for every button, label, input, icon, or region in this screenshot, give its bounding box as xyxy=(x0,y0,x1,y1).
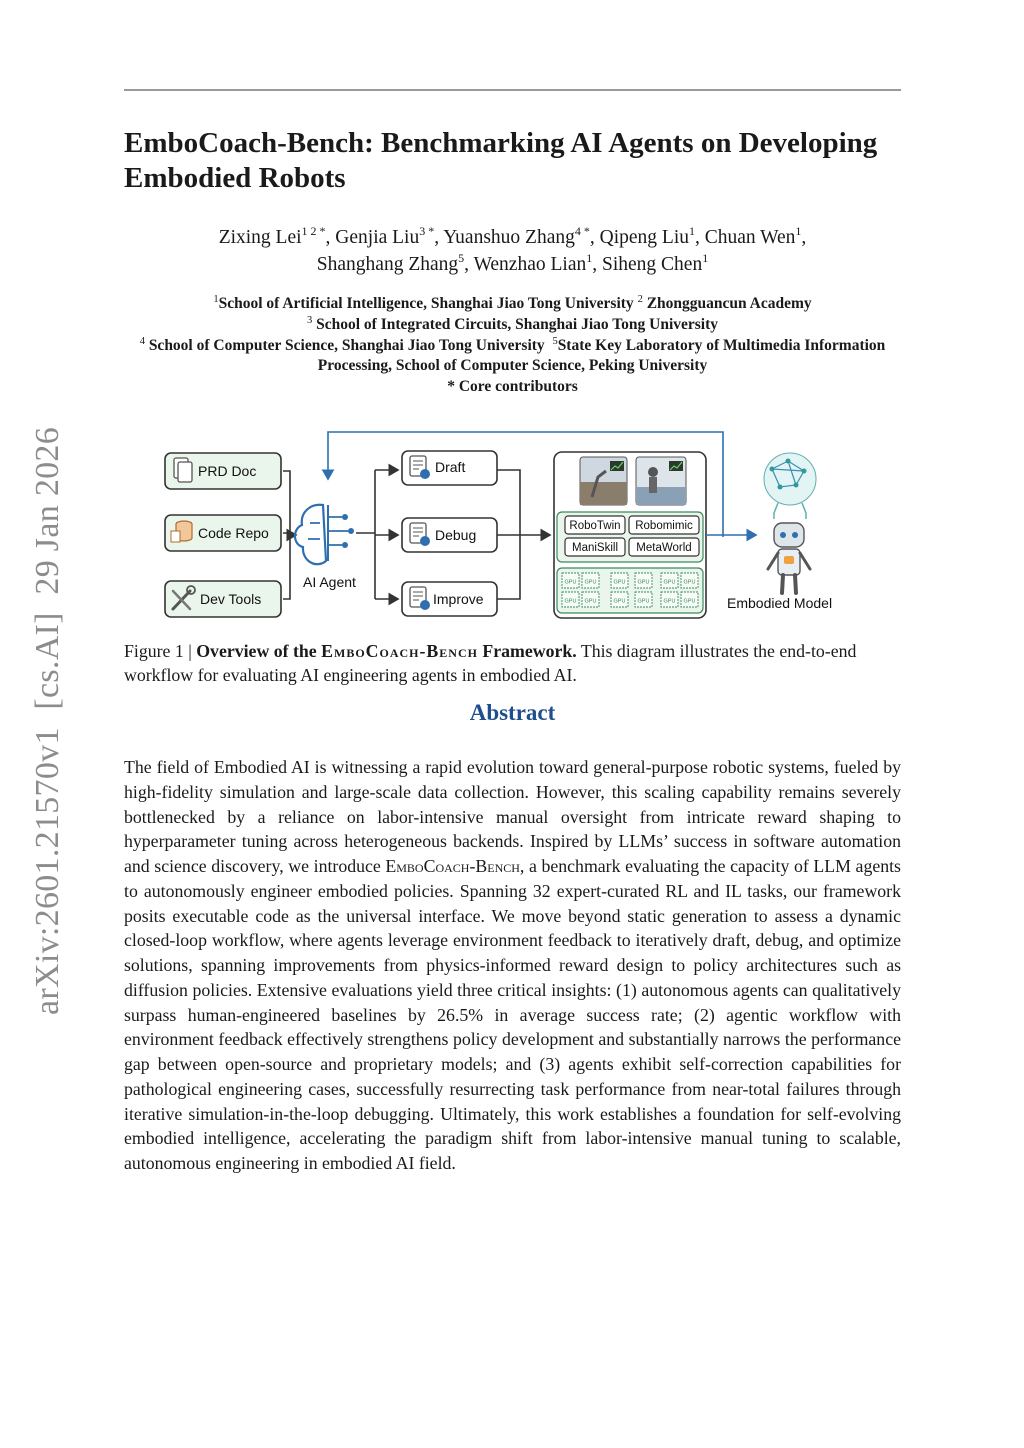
input-label: Dev Tools xyxy=(200,591,262,607)
affiliation-1: School of Artificial Intelligence, Shanghai Jiao Tong University xyxy=(218,295,634,312)
robot-brain-icon xyxy=(764,453,816,519)
model-label: Embodied Model xyxy=(727,595,833,611)
benchmark-robomimic xyxy=(629,516,699,534)
gpu-chip-label: GPU xyxy=(564,598,577,605)
arxiv-identifier: arXiv:2601.21570v1 [cs.AI] 29 Jan 2026 xyxy=(29,426,66,1015)
benchmark-label: ManiSkill xyxy=(571,542,619,554)
benchmark-label: MetaWorld xyxy=(636,542,692,554)
author-name: Zixing Lei xyxy=(218,227,302,248)
ai-agent-brain-icon xyxy=(295,505,354,564)
input-label: PRD Doc xyxy=(198,463,257,479)
author-list: Zixing Lei$^{1 2 *}$, Genjia Liu$^{3 *}$, Yuanshuo Zhang$^{4 *}$, Qipeng Liu$^1$, Chuan Wen$^1$, Shanghang Zhang$^5$, Wenzhao Lian$^1$, Siheng Chen$^1$ xyxy=(218,224,807,275)
simulation-screenshot xyxy=(580,457,627,505)
gpu-chip-label: GPU xyxy=(637,579,650,586)
framework-figure xyxy=(160,427,870,622)
gpu-chip-label: GPU xyxy=(564,579,577,586)
gpu-chip-label: GPU xyxy=(683,579,696,586)
author-affil-sup: 1 xyxy=(688,224,695,238)
core-contributors-note: * Core contributors xyxy=(447,378,578,396)
gpu-chip-label: GPU xyxy=(613,579,626,586)
author-affil-sup: 1 xyxy=(702,251,709,265)
input-prd-doc xyxy=(165,453,281,489)
benchmark-metaworld xyxy=(629,538,699,556)
input-bracket xyxy=(283,471,290,599)
affiliation-2: Zhongguancun Academy xyxy=(646,295,812,312)
author-affil-sup: 1 xyxy=(795,224,802,238)
benchmark-maniskill xyxy=(565,538,625,556)
input-code-repo xyxy=(165,515,281,551)
step-improve xyxy=(402,582,497,616)
abstract-text: The field of Embodied AI is witnessing a rapid evolution toward general-purpose robotic systems, fueled by high-fidelity simulation and large-scale data collection. However, this scaling capability remains severely bottlenecked by a reliance on labor-intensive manual oversight from intricate reward shaping to hyperparameter tuning across heterogeneous backends. Inspired by LLMs’ success in software automation and science discovery, we introduce EmboCoach-Bench, a benchmark evaluating the capacity of LLM agents to autonomously engineer embodied policies. Spanning 32 expert-curated RL and IL tasks, our framework posits executable code as the universal interface. We move beyond static generation to assess a dynamic closed-loop workflow, where agents leverage environment feedback to iteratively draft, debug, and optimize solutions, spanning improvements from physics-informed reward design to policy architectures such as diffusion policies. Extensive evaluations yield three critical insights: (1) autonomous agents can qualitatively surpass human-engineered baselines by 26.5% in average success rate; (2) agentic workflow with environment feedback effectively strengthens policy development and substantially narrows the performance gap between open-source and proprietary models; and (3) agents exhibit self-correction capabilities for pathological engineering cases, successfully resurrecting task performance from near-total failures through iterative simulation-in-the-loop debugging. Ultimately, this work establishes a foundation for self-evolving embodied intelligence, accelerating the paradigm shift from labor-intensive manual tuning to scalable, autonomous engineering in embodied AI field. xyxy=(124,757,901,1173)
author-name: Yuanshuo Zhang xyxy=(443,227,575,248)
gpu-chip-label: GPU xyxy=(663,579,676,586)
gpu-chip-label: GPU xyxy=(613,598,626,605)
author-name: Siheng Chen xyxy=(601,254,703,275)
affiliation-3: School of Integrated Circuits, Shanghai Jiao Tong University xyxy=(316,315,719,333)
author-affil-sup: 1 xyxy=(586,251,593,265)
benchmark-label: RoboTwin xyxy=(569,520,621,532)
author-name: Wenzhao Lian xyxy=(473,254,587,275)
affiliation-4: School of Computer Science, Shanghai Jiao Tong University xyxy=(148,336,545,354)
benchmark-robotwin xyxy=(565,516,625,534)
step-label: Draft xyxy=(435,459,466,475)
input-label: Code Repo xyxy=(198,525,269,541)
step-debug xyxy=(402,518,497,552)
robot-icon xyxy=(768,523,810,593)
author-name: Chuan Wen xyxy=(704,227,796,248)
abstract-heading: Abstract xyxy=(469,700,556,725)
step-label: Debug xyxy=(435,527,477,543)
step-bracket xyxy=(497,470,520,599)
author-affil-sup: 4 * xyxy=(574,224,590,238)
framework-name: EmboCoach-Bench xyxy=(321,641,478,661)
gpu-chip-label: GPU xyxy=(584,579,597,586)
framework-diagram xyxy=(160,427,870,622)
step-label: Improve xyxy=(433,591,484,607)
author-affil-sup: 1 2 * xyxy=(301,224,326,238)
affiliations: $^1$School of Artificial Intelligence, Shanghai Jiao Tong University $^2$ Zhongguancun Academy $^3$ School of Integrated Circuits, Shanghai Jiao Tong University $^4$ School of Computer Science, Shanghai Jiao Tong University $^5$State Key Laboratory of Multimedia Information Processing, School of Computer Science, Peking University * Core contributors xyxy=(139,294,886,396)
benchmark-label: Robomimic xyxy=(635,520,693,532)
agent-label: AI Agent xyxy=(303,574,356,590)
author-affil-sup: 5 xyxy=(458,251,465,265)
caption-text: This diagram illustrates the end-to-end workflow for evaluating AI engineering agents in embodied AI. xyxy=(124,641,857,685)
gpu-chip-label: GPU xyxy=(663,598,676,605)
simulation-screenshot xyxy=(636,457,686,505)
gpu-chip-label: GPU xyxy=(584,598,597,605)
caption-label: Figure 1 | xyxy=(124,641,197,661)
step-draft xyxy=(402,451,497,485)
benchmark-name: EmboCoach-Bench xyxy=(385,856,520,876)
affiliation-5: State Key Laboratory of Multimedia Information Processing, School of Computer Science, Peking University xyxy=(317,336,886,375)
author-affil-sup: 3 * xyxy=(419,224,435,238)
paper-title: EmboCoach-Bench: Benchmarking AI Agents on Developing Embodied Robots xyxy=(124,127,878,194)
author-name: Qipeng Liu xyxy=(599,227,689,248)
author-name: Shanghang Zhang xyxy=(316,254,459,275)
simulation-environment xyxy=(554,452,706,618)
input-dev-tools xyxy=(165,581,281,617)
document-icon xyxy=(174,458,192,482)
agent-branch xyxy=(356,470,375,599)
gpu-chip-label: GPU xyxy=(683,598,696,605)
top-rule xyxy=(124,89,901,91)
author-name: Genjia Liu xyxy=(335,227,420,248)
gpu-chip-label: GPU xyxy=(637,598,650,605)
figure-caption: Figure 1 | Overview of the EmboCoach-Bench Framework. This diagram illustrates the end-to-end workflow for evaluating AI engineering agents in embodied AI. xyxy=(124,641,857,685)
